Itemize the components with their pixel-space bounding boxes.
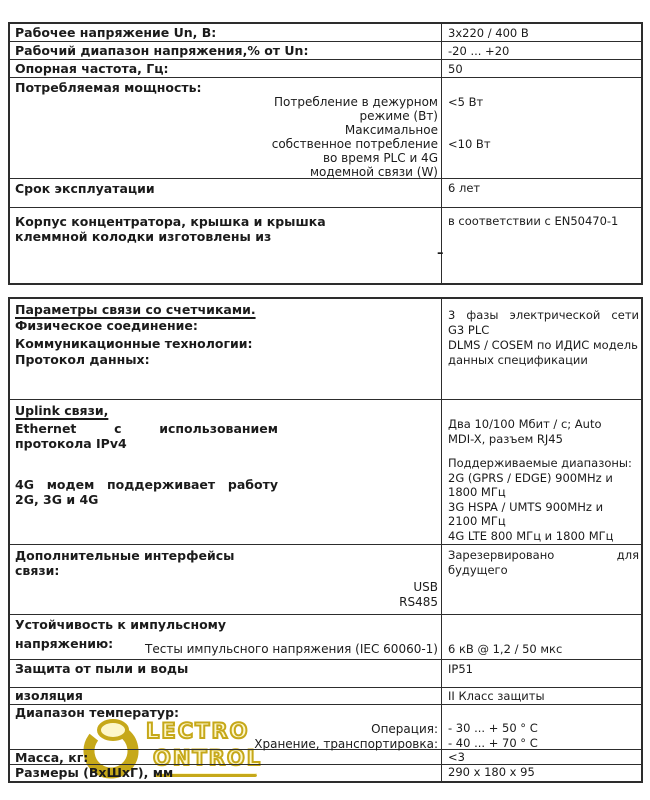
row-label: Опорная частота, Гц: bbox=[15, 61, 169, 76]
row-value: 6 лет bbox=[448, 181, 481, 195]
row-label: Рабочее напряжение Un, В: bbox=[15, 25, 217, 40]
row-label: Протокол данных: bbox=[15, 352, 150, 367]
max-consumption-line: собственное потребление bbox=[271, 137, 438, 151]
row-impulse-withstand bbox=[10, 615, 641, 660]
row-label: Диапазон температур: bbox=[15, 705, 180, 720]
row-label: Масса, кг: bbox=[15, 750, 89, 765]
row-label: Размеры (ВхШхГ), мм bbox=[15, 765, 174, 780]
ethernet-label-line: Ethernet с использованием bbox=[15, 421, 278, 436]
spec-table-electrical bbox=[8, 22, 643, 285]
ethernet-label-line: протокола IPv4 bbox=[15, 436, 127, 451]
row-power-consumption bbox=[10, 78, 641, 179]
row-value: 290 x 180 x 95 bbox=[448, 765, 535, 779]
row-insulation bbox=[10, 688, 641, 705]
band-line: 2100 МГц bbox=[448, 514, 506, 528]
ethernet-value-line: MDI-X, разъем RJ45 bbox=[448, 431, 563, 446]
row-voltage-range bbox=[10, 42, 641, 60]
row-label: изоляция bbox=[15, 688, 83, 703]
row-label-line: Корпус концентратора, крышка и крышка bbox=[15, 214, 326, 229]
row-value: IP51 bbox=[448, 662, 473, 676]
band-line: 3G HSPA / UMTS 900MHz и bbox=[448, 499, 604, 514]
row-label: Защита от пыли и воды bbox=[15, 661, 189, 676]
operation-value: - 30 ... + 50 ° C bbox=[448, 721, 538, 735]
modem-label-line: 2G, 3G и 4G bbox=[15, 492, 99, 507]
band-line: Поддерживаемые диапазоны: bbox=[448, 456, 632, 470]
row-value: <3 bbox=[448, 750, 465, 764]
interface-line: RS485 bbox=[399, 595, 438, 609]
row-value-line: Зарезервировано для bbox=[448, 548, 639, 562]
row-value: 6 кВ @ 1,2 / 50 мкс bbox=[448, 642, 563, 656]
watermark-line1: LECTRO bbox=[146, 719, 250, 743]
operation-label: Операция: bbox=[371, 722, 438, 736]
row-value-line: данных спецификации bbox=[448, 353, 588, 367]
row-label-line: напряжению: bbox=[15, 636, 114, 651]
watermark-line2: ONTROL bbox=[153, 746, 263, 770]
storage-label: Хранение, транспортировка: bbox=[254, 737, 438, 751]
row-value-line: 3 фазы электрической сети bbox=[448, 308, 639, 322]
standby-consumption-value: <5 Вт bbox=[448, 95, 484, 109]
standby-consumption-line: Потребление в дежурном bbox=[274, 95, 438, 109]
standby-consumption-line: режиме (Вт) bbox=[359, 109, 438, 123]
row-value-line: будущего bbox=[448, 563, 508, 577]
band-line: 1800 МГц bbox=[448, 485, 506, 499]
ethernet-value-line: Два 10/100 Мбит / с; Auto bbox=[448, 417, 602, 431]
spec-table-communication bbox=[8, 297, 643, 783]
max-consumption-line: во время PLC и 4G bbox=[322, 151, 438, 165]
row-additional-interfaces bbox=[10, 545, 641, 615]
row-value: 50 bbox=[448, 62, 463, 76]
row-reference-frequency bbox=[10, 60, 641, 78]
row-label-line: Устойчивость к импульсному bbox=[15, 617, 227, 632]
modem-label-line: 4G модем поддерживает работу bbox=[15, 477, 278, 492]
band-line: 2G (GPRS / EDGE) 900MHz и bbox=[448, 470, 613, 485]
row-weight bbox=[10, 750, 641, 765]
row-label: Срок эксплуатации bbox=[15, 181, 155, 196]
row-label-line: Дополнительные интерфейсы bbox=[15, 548, 235, 563]
max-consumption-line: Максимальное bbox=[344, 123, 438, 137]
row-dimensions bbox=[10, 765, 641, 781]
dash-mark: – bbox=[437, 246, 444, 261]
row-label: Физическое соединение: bbox=[15, 318, 198, 333]
row-value-line: DLMS / COSEM по ИДИС модель bbox=[448, 338, 638, 352]
row-enclosure-material bbox=[10, 208, 641, 283]
section-title: Параметры связи со счетчиками. bbox=[15, 302, 256, 317]
row-meter-communication bbox=[10, 299, 641, 400]
impulse-test-label: Тесты импульсного напряжения (IEC 60060-1) bbox=[145, 642, 438, 656]
row-value: 3x220 / 400 В bbox=[448, 26, 529, 40]
row-label-line: связи: bbox=[15, 563, 60, 578]
row-label-line: клеммной колодки изготовлены из bbox=[15, 229, 272, 244]
row-label: Потребляемая мощность: bbox=[15, 80, 202, 95]
row-uplink bbox=[10, 400, 641, 545]
band-line: 4G LTE 800 МГц и 1800 МГц bbox=[448, 528, 614, 543]
storage-value: - 40 ... + 70 ° C bbox=[448, 736, 538, 750]
section-title: Uplink связи, bbox=[15, 403, 109, 418]
max-consumption-line: модемной связи (W) bbox=[309, 165, 438, 179]
row-label: Рабочий диапазон напряжения,% от Un: bbox=[15, 43, 309, 58]
max-consumption-value: <10 Вт bbox=[448, 137, 491, 151]
row-value: -20 ... +20 bbox=[448, 44, 510, 58]
row-value: II Класс защиты bbox=[448, 689, 545, 703]
interface-line: USB bbox=[413, 580, 438, 594]
row-value: в соответствии с EN50470-1 bbox=[448, 214, 619, 228]
row-temperature-range bbox=[10, 705, 641, 750]
row-value-line: G3 PLC bbox=[448, 323, 490, 337]
row-service-life bbox=[10, 179, 641, 208]
row-label: Коммуникационные технологии: bbox=[15, 336, 253, 351]
row-operating-voltage bbox=[10, 24, 641, 42]
row-dust-water-protection bbox=[10, 660, 641, 688]
